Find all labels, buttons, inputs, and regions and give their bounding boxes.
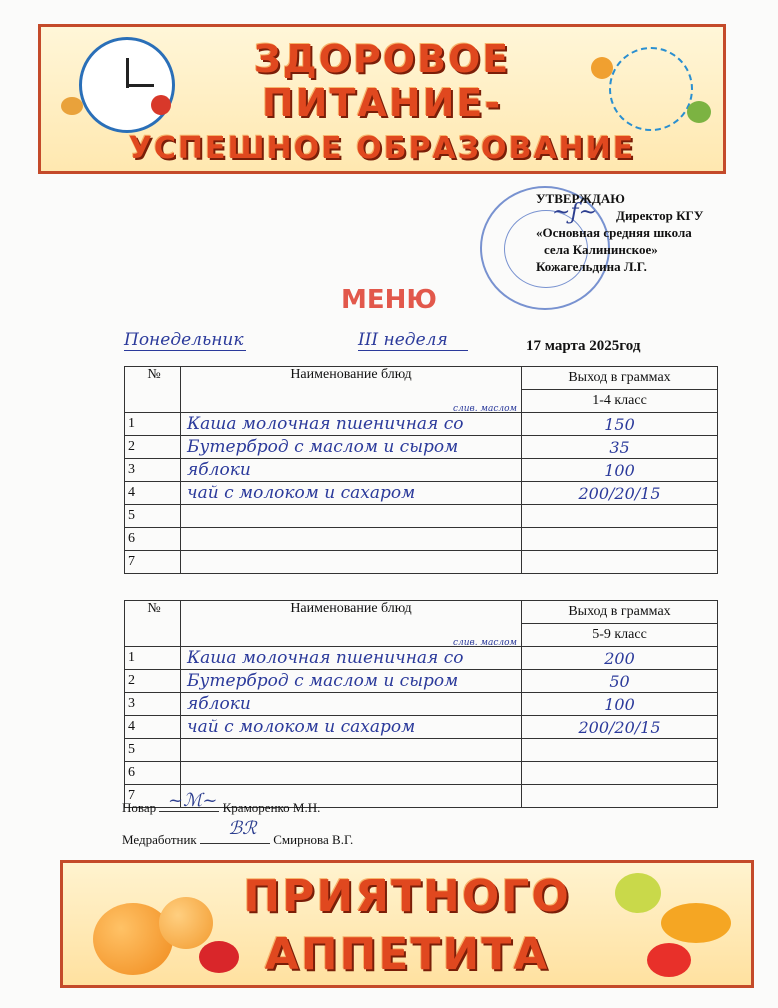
header-dish-name: Наименование блюд — [181, 367, 522, 413]
table-row: 3 яблоки 100 — [125, 693, 718, 716]
medic-role: Медработник — [122, 832, 197, 847]
day-field: Понедельник — [124, 330, 246, 351]
dish-name: чай с молоком и сахаром — [181, 482, 522, 505]
dish-name: Каша молочная пшеничная со — [187, 648, 464, 668]
footer-title-line2: АППЕТИТА — [264, 929, 550, 980]
menu-title: МЕНЮ — [341, 285, 437, 315]
dish-grams: 100 — [522, 459, 718, 482]
approval-heading: УТВЕРЖДАЮ — [536, 191, 625, 206]
dish-grams: 200/20/15 — [522, 716, 718, 739]
dish-note: слив. маслом — [452, 404, 517, 414]
table-row: 4 чай с молоком и сахаром 200/20/15 — [125, 716, 718, 739]
table-row: 5 — [125, 739, 718, 762]
date-label: 17 марта 2025год — [526, 338, 641, 354]
medic-signature: ℬℛ — [228, 818, 257, 839]
dish-grams: 100 — [522, 693, 718, 716]
table-row: 5 — [125, 505, 718, 528]
dish-note: слив. маслом — [452, 638, 517, 648]
banner-title-line2: ПИТАНИЕ- — [261, 81, 503, 125]
cook-name: Краморенко М.Н. — [222, 800, 321, 815]
dish-grams: 200/20/15 — [522, 482, 718, 505]
dish-name: Бутерброд с маслом и сыром — [181, 670, 522, 693]
menu-table-grades-5-9 — [124, 600, 718, 808]
footer-title-line1: ПРИЯТНОГО — [243, 871, 571, 922]
dish-name: яблоки — [181, 459, 522, 482]
table-row: 6 — [125, 528, 718, 551]
dish-grams: 150 — [522, 413, 718, 436]
medic-name: Смирнова В.Г. — [273, 832, 354, 847]
dish-name: чай с молоком и сахаром — [181, 716, 522, 739]
table-row: 1 Каша молочная пшеничная со слив. маслом 200 — [125, 647, 718, 670]
class-label: 5-9 класс — [522, 624, 718, 647]
cook-signature: ~ℳ~ — [168, 790, 218, 811]
approval-name: Кожагельдина Л.Г. — [536, 259, 647, 274]
table-row: 7 — [125, 785, 718, 808]
approval-org-line1: «Основная средняя школа — [536, 225, 692, 240]
approval-org-line2: села Калининское» — [544, 242, 658, 257]
class-label: 1-4 класс — [522, 390, 718, 413]
dish-name: Бутерброд с маслом и сыром — [181, 436, 522, 459]
table-row: 1 Каша молочная пшеничная со слив. маслом 150 — [125, 413, 718, 436]
approval-role: Директор КГУ — [616, 208, 704, 223]
header-output: Выход в граммах — [522, 367, 718, 390]
cook-role: Повар — [122, 800, 157, 815]
dish-name: Каша молочная пшеничная со — [187, 414, 464, 434]
week-field: III неделя — [358, 330, 468, 351]
table-row: 3 яблоки 100 — [125, 459, 718, 482]
dish-grams: 50 — [522, 670, 718, 693]
banner-title-line1: ЗДОРОВОЕ — [253, 37, 511, 81]
table-row: 4 чай с молоком и сахаром 200/20/15 — [125, 482, 718, 505]
menu-table-grades-1-4 — [124, 366, 718, 574]
header-no: № — [125, 367, 181, 413]
cook-signature-line — [122, 800, 320, 816]
header-output: Выход в граммах — [522, 601, 718, 624]
header-dish-name: Наименование блюд — [181, 601, 522, 647]
banner-title-line3: УСПЕШНОЕ ОБРАЗОВАНИЕ — [128, 131, 636, 166]
table-row: 7 — [125, 551, 718, 574]
header-banner — [38, 24, 726, 174]
dish-grams: 35 — [522, 436, 718, 459]
table-row: 6 — [125, 762, 718, 785]
director-signature: ~ƒ~ — [552, 200, 598, 225]
table-row: 2 Бутерброд с маслом и сыром 50 — [125, 670, 718, 693]
dish-grams: 200 — [522, 647, 718, 670]
dish-name: яблоки — [181, 693, 522, 716]
footer-banner — [60, 860, 754, 988]
header-no: № — [125, 601, 181, 647]
table-row: 2 Бутерброд с маслом и сыром 35 — [125, 436, 718, 459]
